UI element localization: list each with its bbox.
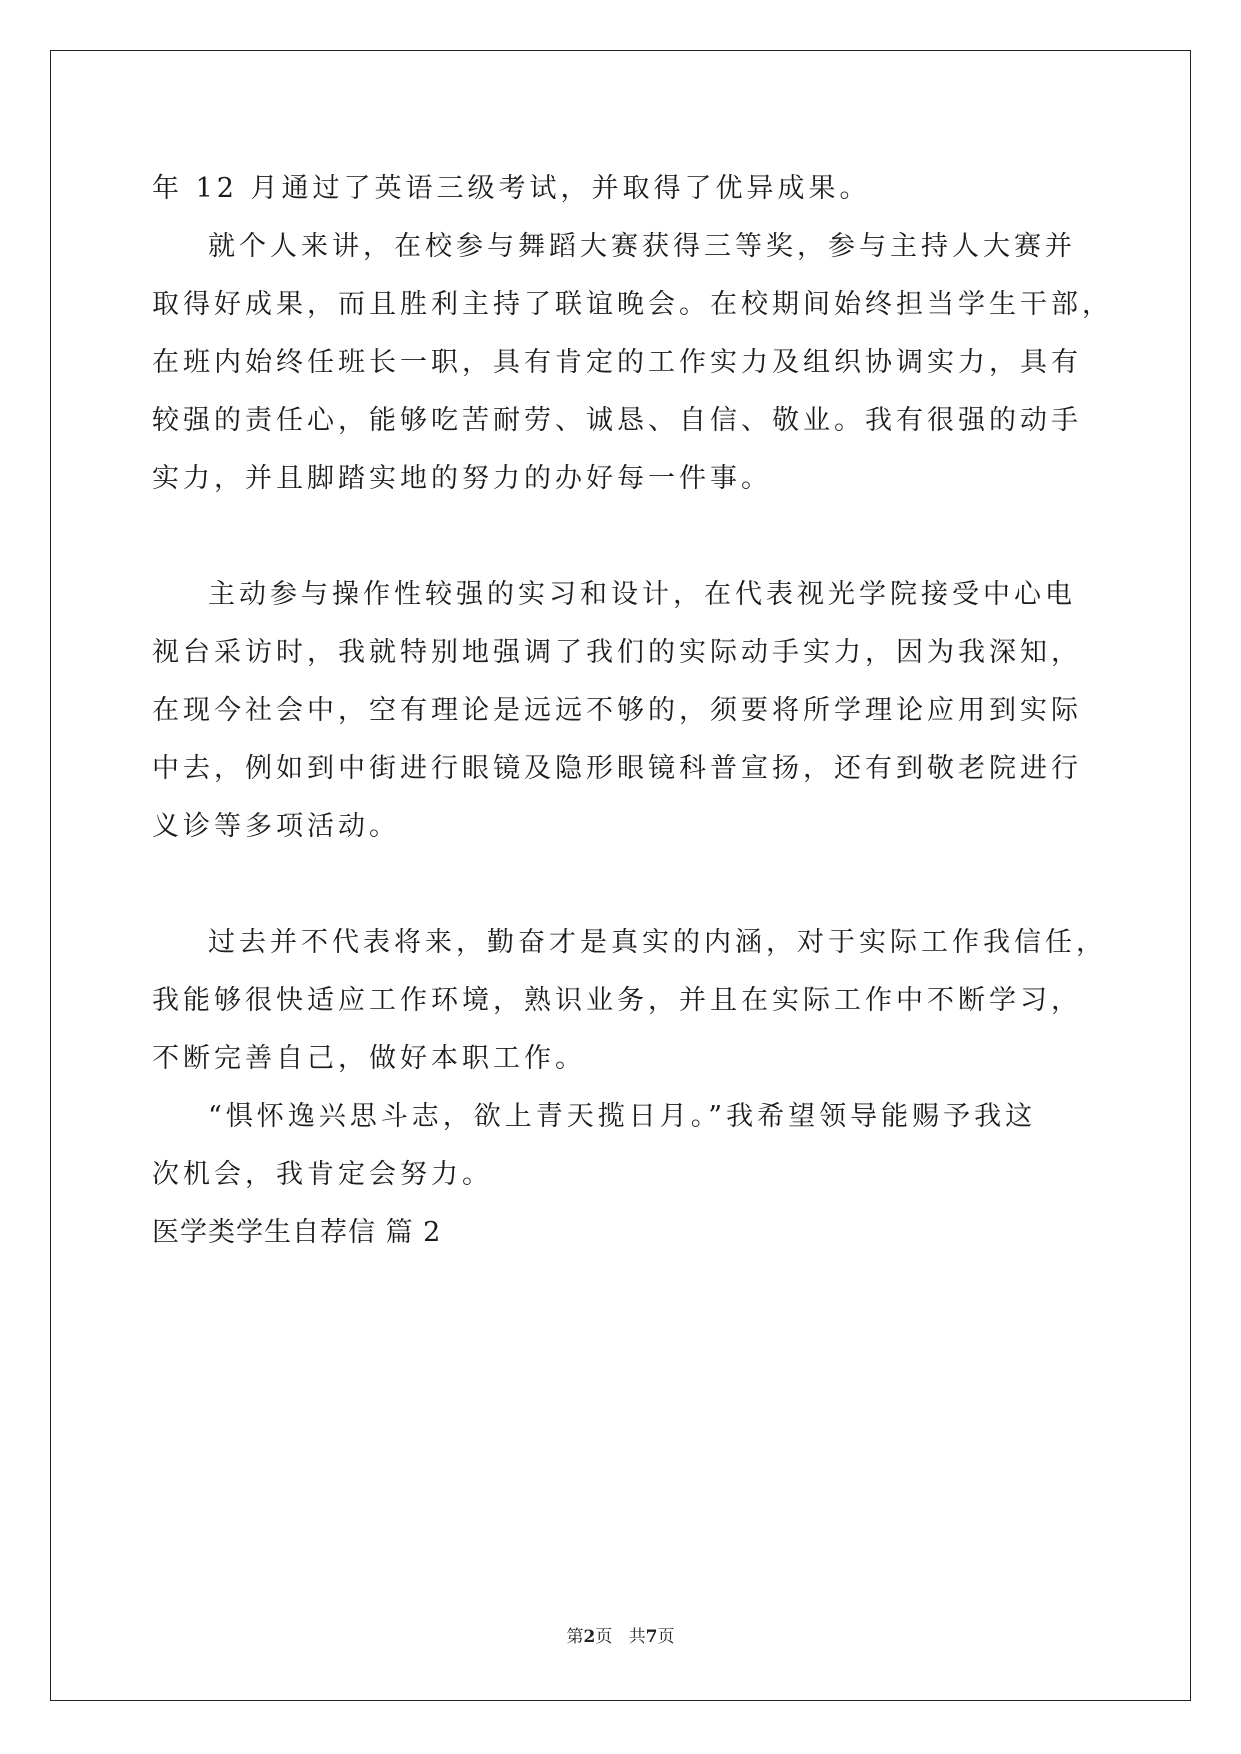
text-line: 取得好成果，而且胜利主持了联谊晚会。在校期间始终担当学生干部， <box>152 289 1113 320</box>
text-line: 不断完善自己，做好本职工作。 <box>152 1043 586 1074</box>
current-page-number: 2 <box>583 1627 596 1647</box>
text-line: 在现今社会中，空有理论是远远不够的，须要将所学理论应用到实际 <box>152 695 1082 726</box>
paragraph-start-line: 就个人来讲，在校参与舞蹈大赛获得三等奖，参与主持人大赛并 <box>208 231 1076 262</box>
text-line: 我能够很快适应工作环境，熟识业务，并且在实际工作中不断学习， <box>152 985 1082 1016</box>
text-line: 在班内始终任班长一职，具有肯定的工作实力及组织协调实力，具有 <box>152 347 1082 378</box>
page-label-prefix: 第 <box>566 1627 584 1647</box>
text-line: 年 12 月通过了英语三级考试，并取得了优异成果。 <box>152 173 871 204</box>
section-heading: 医学类学生自荐信 篇 2 <box>152 1217 442 1248</box>
paragraph-start-line: 主动参与操作性较强的实习和设计，在代表视光学院接受中心电 <box>208 579 1076 610</box>
text-line: 次机会，我肯定会努力。 <box>152 1159 493 1190</box>
text-line: 较强的责任心，能够吃苦耐劳、诚恳、自信、敬业。我有很强的动手 <box>152 405 1082 436</box>
total-page-number: 7 <box>645 1627 658 1647</box>
text-line: 实力，并且脚踏实地的努力的办好每一件事。 <box>152 463 772 494</box>
page-footer <box>0 1622 1241 1647</box>
page-label-suffix: 页 <box>657 1627 675 1647</box>
page-label-mid: 页 共 <box>595 1627 646 1647</box>
paragraph-start-line: 过去并不代表将来，勤奋才是真实的内涵，对于实际工作我信任， <box>208 927 1107 958</box>
text-line: 中去，例如到中街进行眼镜及隐形眼镜科普宣扬，还有到敬老院进行 <box>152 753 1082 784</box>
text-line: 视台采访时，我就特别地强调了我们的实际动手实力，因为我深知， <box>152 637 1082 668</box>
quote-line: “惧怀逸兴思斗志，欲上青天揽日月。”我希望领导能赐予我这 <box>208 1101 1037 1132</box>
text-line: 义诊等多项活动。 <box>152 811 400 842</box>
